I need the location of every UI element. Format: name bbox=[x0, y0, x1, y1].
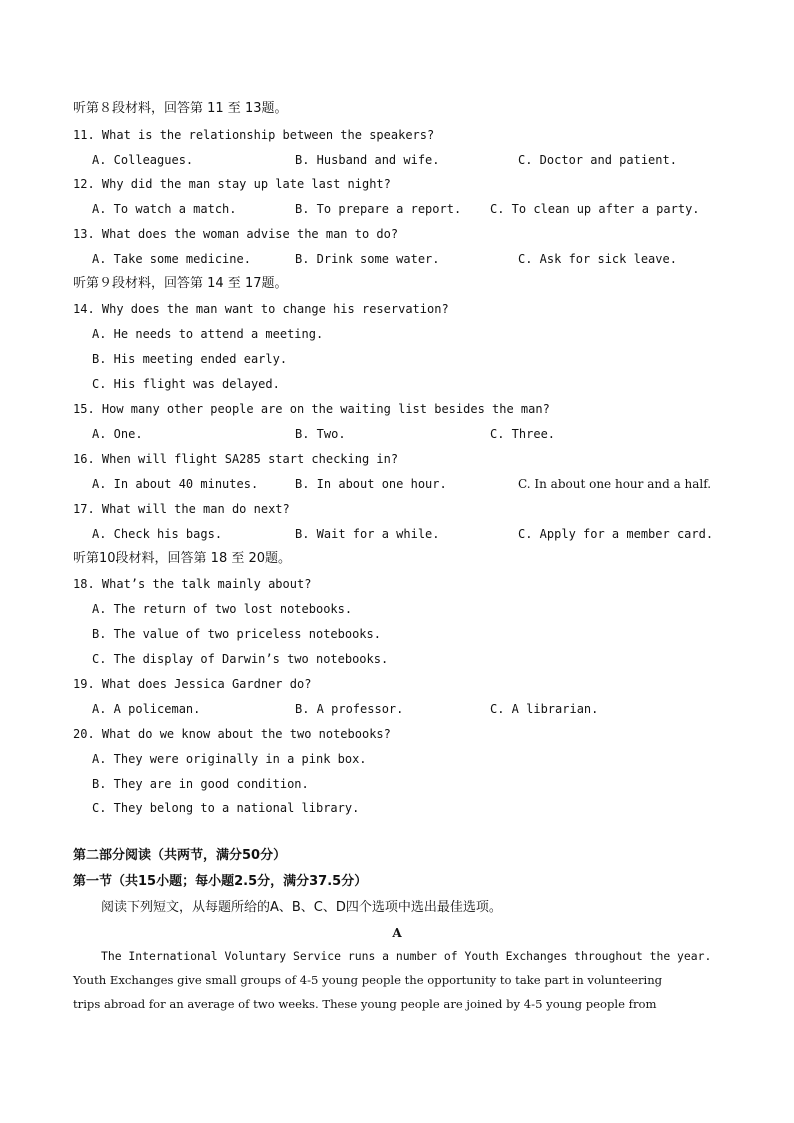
question-16-stem: 16. When will flight SA285 start checking in? bbox=[73, 452, 399, 466]
question-17-option-a: A. Check his bags. bbox=[92, 527, 223, 541]
question-16-option-c: C. In about one hour and a half. bbox=[518, 477, 712, 491]
question-20-stem: 20. What do we know about the two notebooks? bbox=[73, 727, 391, 741]
part10-header: 听第10段材料，回答第 18 至 20题。 bbox=[73, 551, 292, 566]
reading-instruction: 阅读下列短文，从每题所给的A、B、C、D四个选项中选出最佳选项。 bbox=[101, 900, 502, 915]
question-18-option-c: C. The display of Darwin’s two notebooks. bbox=[92, 652, 389, 666]
question-19-option-a: A. A policeman. bbox=[92, 702, 201, 716]
question-13-option-b: B. Drink some water. bbox=[295, 252, 440, 266]
reading-part-title: 第二部分阅读（共两节，满分50分） bbox=[73, 848, 287, 863]
passage-line-2: Youth Exchanges give small groups of 4-5 young people the opportunity to take part in volunteering bbox=[73, 973, 663, 987]
passage-line-1: The International Voluntary Service runs a number of Youth Exchanges throughout the year. bbox=[101, 949, 712, 963]
question-15-stem: 15. How many other people are on the waiting list besides the man? bbox=[73, 402, 550, 416]
question-11-stem: 11. What is the relationship between the speakers? bbox=[73, 128, 435, 142]
question-19-option-c: C. A librarian. bbox=[490, 702, 599, 716]
question-17-option-c: C. Apply for a member card. bbox=[518, 527, 714, 541]
question-20-option-a: A. They were originally in a pink box. bbox=[92, 752, 367, 766]
reading-section-title: 第一节（共15小题；每小题2.5分，满分37.5分） bbox=[73, 874, 368, 889]
question-18-stem: 18. What’s the talk mainly about? bbox=[73, 577, 312, 591]
question-18-option-a: A. The return of two lost notebooks. bbox=[92, 602, 353, 616]
part9-header: 听第９段材料，回答第 14 至 17题。 bbox=[73, 276, 288, 291]
question-11-option-b: B. Husband and wife. bbox=[295, 153, 440, 167]
question-11-option-a: A. Colleagues. bbox=[92, 153, 194, 167]
question-19-stem: 19. What does Jessica Gardner do? bbox=[73, 677, 312, 691]
question-15-option-b: B. Two. bbox=[295, 427, 346, 441]
part8-header: 听第８段材料，回答第 11 至 13题。 bbox=[73, 101, 288, 116]
question-17-option-b: B. Wait for a while. bbox=[295, 527, 440, 541]
question-12-option-c: C. To clean up after a party. bbox=[490, 202, 700, 216]
question-12-option-b: B. To prepare a report. bbox=[295, 202, 462, 216]
question-20-option-b: B. They are in good condition. bbox=[92, 777, 309, 791]
question-15-option-c: C. Three. bbox=[490, 427, 556, 441]
question-16-option-a: A. In about 40 minutes. bbox=[92, 477, 259, 491]
passage-line-3: trips abroad for an average of two weeks. These young people are joined by 4-5 young people from bbox=[73, 997, 657, 1011]
question-19-option-b: B. A professor. bbox=[295, 702, 404, 716]
question-13-option-c: C. Ask for sick leave. bbox=[518, 252, 677, 266]
question-14-option-b: B. His meeting ended early. bbox=[92, 352, 288, 366]
question-14-option-a: A. He needs to attend a meeting. bbox=[92, 327, 324, 341]
question-12-option-a: A. To watch a match. bbox=[92, 202, 237, 216]
question-17-stem: 17. What will the man do next? bbox=[73, 502, 290, 516]
question-15-option-a: A. One. bbox=[92, 427, 143, 441]
question-18-option-b: B. The value of two priceless notebooks. bbox=[92, 627, 381, 641]
question-14-stem: 14. Why does the man want to change his reservation? bbox=[73, 302, 449, 316]
question-12-stem: 12. Why did the man stay up late last night? bbox=[73, 177, 391, 191]
question-14-option-c: C. His flight was delayed. bbox=[92, 377, 280, 391]
question-13-option-a: A. Take some medicine. bbox=[92, 252, 251, 266]
question-16-option-b: B. In about one hour. bbox=[295, 477, 447, 491]
question-20-option-c: C. They belong to a national library. bbox=[92, 801, 360, 815]
question-13-stem: 13. What does the woman advise the man to do? bbox=[73, 227, 399, 241]
passage-label: A bbox=[392, 926, 402, 940]
question-11-option-c: C. Doctor and patient. bbox=[518, 153, 677, 167]
